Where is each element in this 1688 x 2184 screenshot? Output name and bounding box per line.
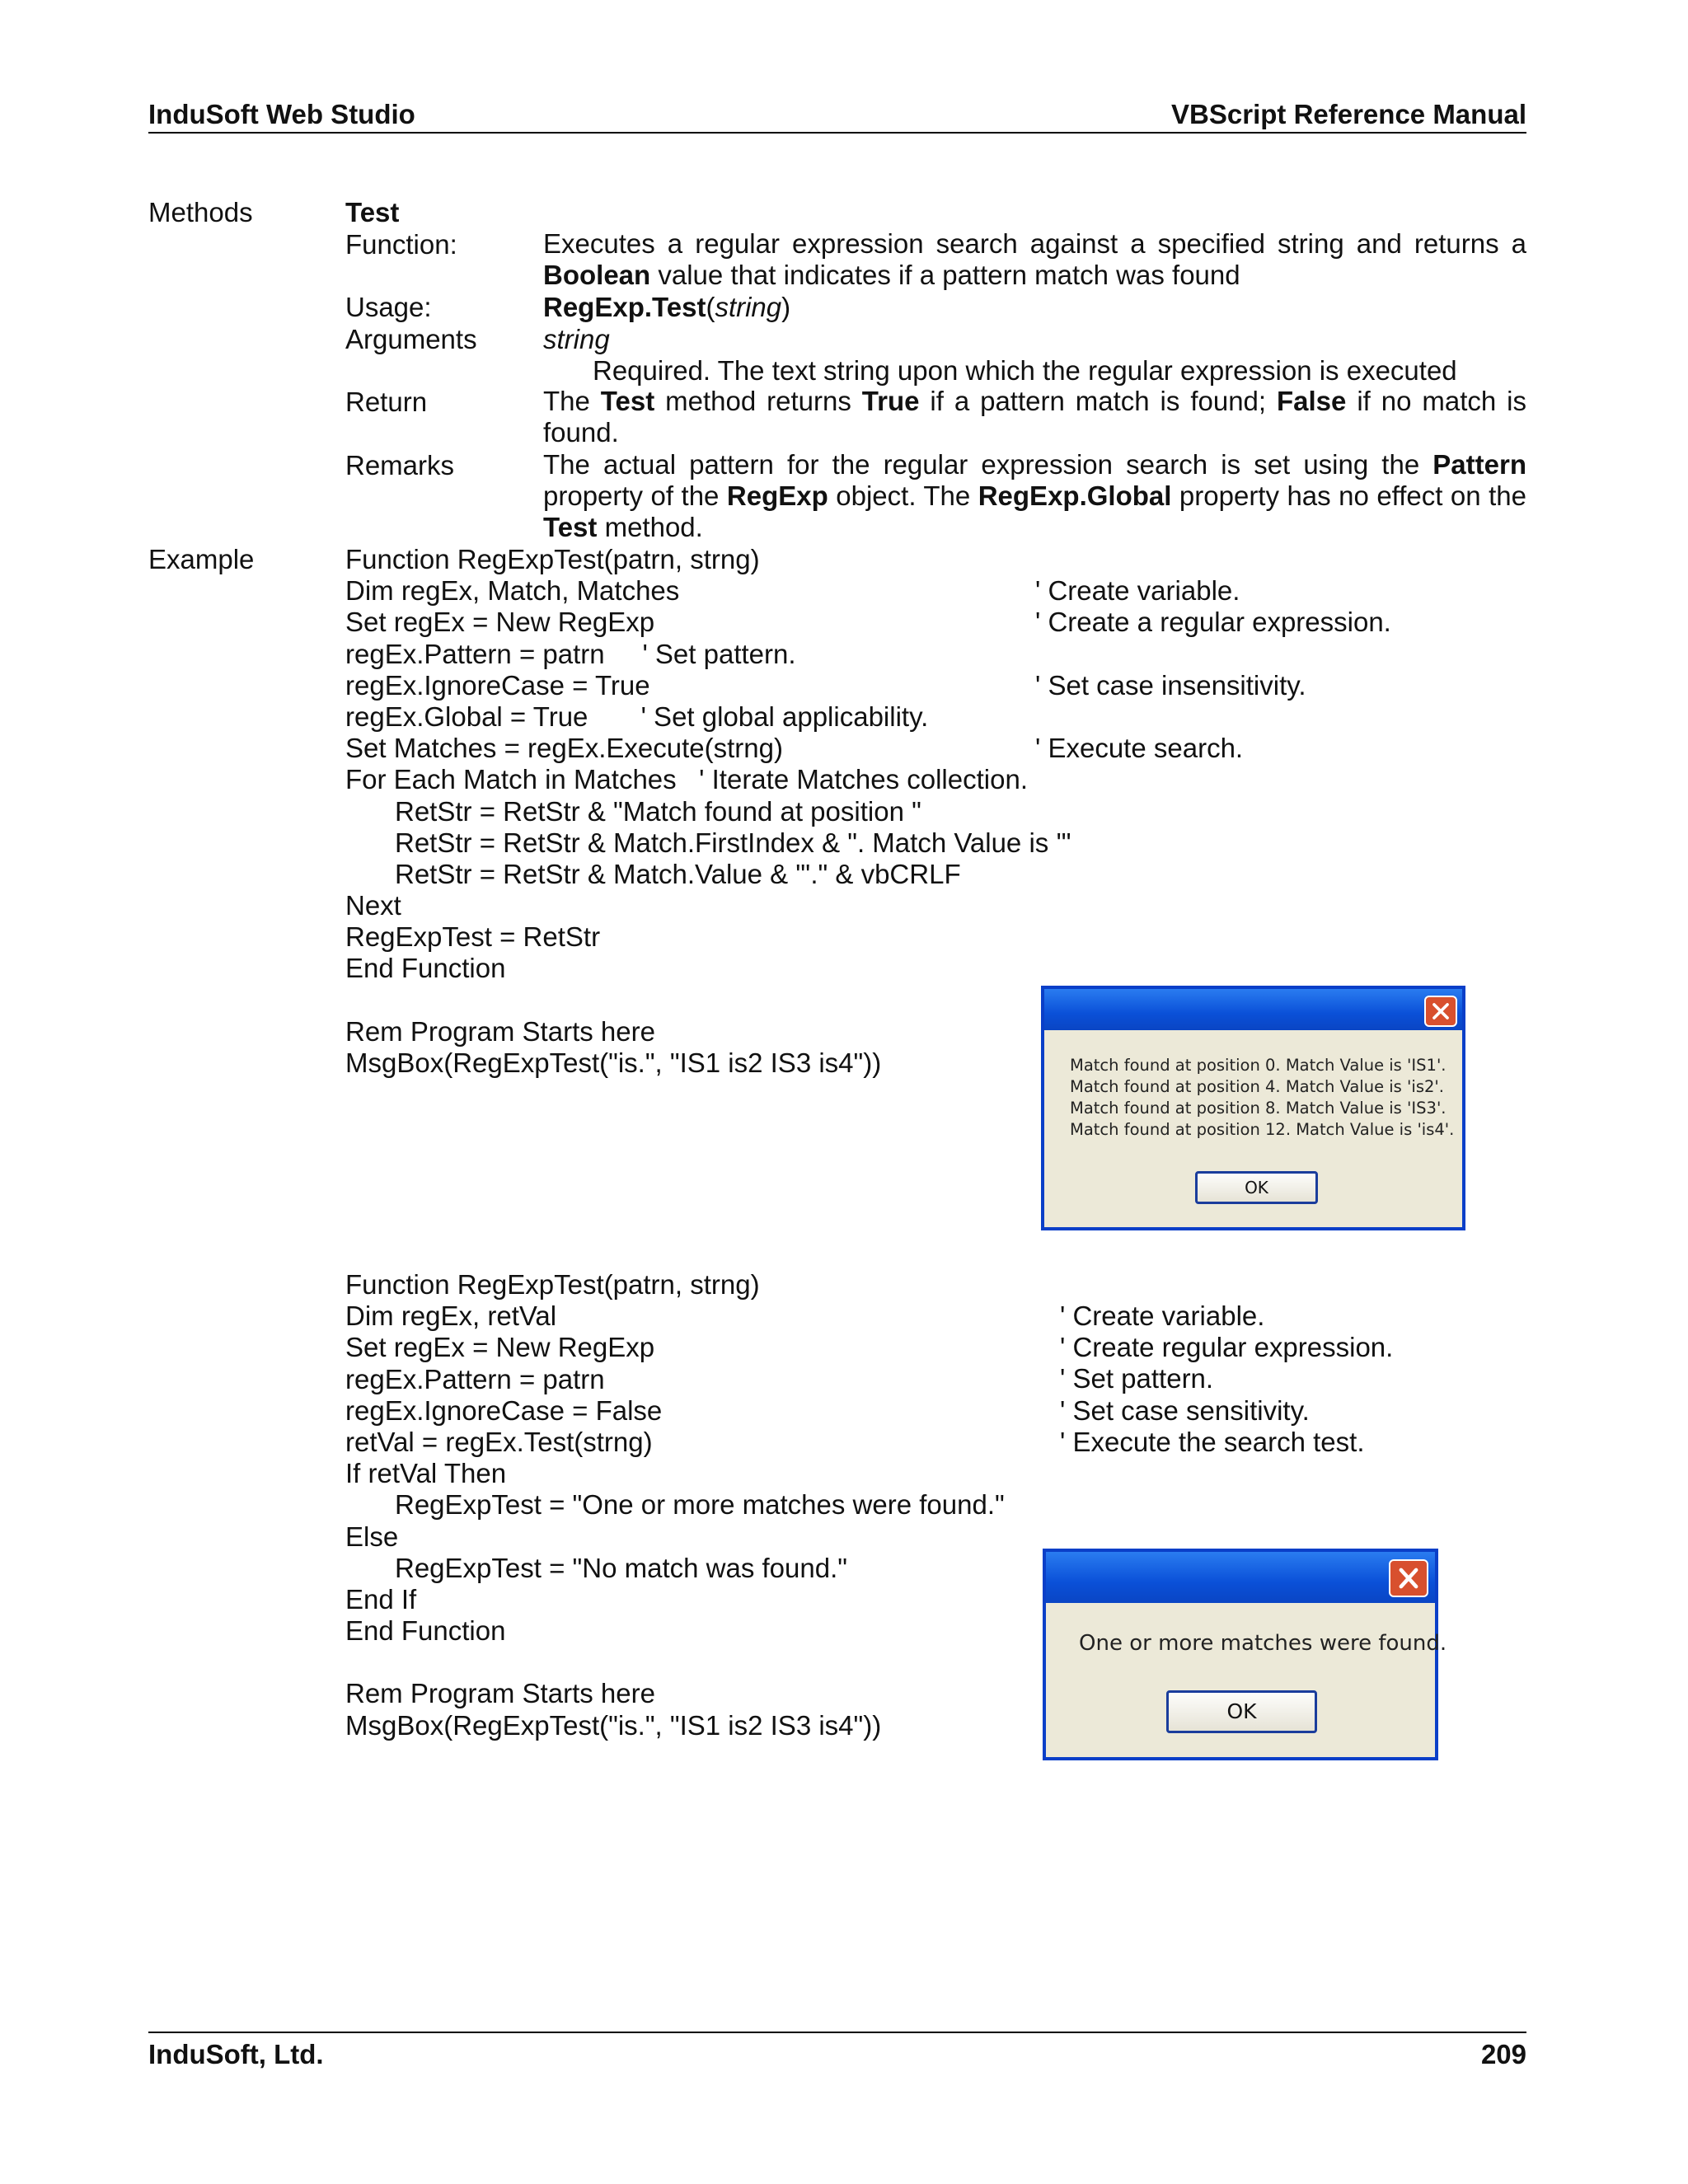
dialog-message-line: Match found at position 0. Match Value is 'IS1'.: [1070, 1056, 1447, 1075]
example2-code: [345, 1269, 1005, 1741]
code-comment: ' Create regular expression.: [1060, 1332, 1394, 1362]
function-label: Function:: [345, 229, 457, 260]
code-comment: ' Set case sensitivity.: [1060, 1395, 1310, 1426]
footer-company: InduSoft, Ltd.: [148, 2039, 324, 2069]
header-manual-title: VBScript Reference Manual: [1171, 99, 1526, 129]
dialog-message-line: Match found at position 8. Match Value is 'IS3'.: [1070, 1099, 1447, 1118]
dialog-title-bar: [1046, 1552, 1435, 1603]
code-line: RegExpTest = "One or more matches were found.": [395, 1489, 1005, 1521]
code-line: RetStr = RetStr & "Match found at position ": [395, 795, 921, 827]
code-line: regEx.IgnoreCase = False: [345, 1394, 663, 1426]
code-line: RetStr = RetStr & Match.Value & "'." & vbCRLF: [395, 858, 961, 889]
code-line: Set Matches = regEx.Execute(strng): [345, 733, 783, 764]
dialog-title-bar: [1044, 989, 1462, 1030]
header-rule: [148, 132, 1526, 134]
method-name: Test: [345, 197, 400, 227]
code-line: Set regEx = New RegExp: [345, 1332, 655, 1363]
header-title: InduSoft Web Studio: [148, 99, 415, 129]
code-line: Next: [345, 890, 401, 921]
code-line: Set regEx = New RegExp: [345, 607, 655, 638]
code-comment: ' Set case insensitivity.: [1035, 670, 1306, 701]
code-line: MsgBox(RegExpTest("is.", "IS1 is2 IS3 is4")): [345, 1709, 882, 1741]
code-line: [345, 1647, 1005, 1678]
code-comment: ' Execute search.: [1035, 733, 1244, 763]
code-line: regEx.Global = True ' Set global applicability.: [345, 701, 929, 732]
code-line: End Function: [345, 953, 506, 984]
arguments-label: Arguments: [345, 324, 477, 354]
footer-rule: [148, 2032, 1526, 2033]
code-line: For Each Match in Matches ' Iterate Matches collection.: [345, 764, 1028, 795]
code-line: Rem Program Starts here: [345, 1015, 655, 1047]
code-line: End If: [345, 1583, 417, 1615]
code-line: Dim regEx, Match, Matches: [345, 575, 680, 607]
example-label: Example: [148, 544, 255, 574]
code-line: regEx.Pattern = patrn: [345, 1363, 605, 1394]
usage-label: Usage:: [345, 292, 432, 322]
function-description: Executes a regular expression search against a specified string and returns a Boolean value that indicates if a pattern match was found: [543, 228, 1526, 290]
code-line: Function RegExpTest(patrn, strng): [345, 544, 760, 574]
example1-code: [345, 544, 1071, 1079]
message-box-matches: [1041, 986, 1465, 1230]
code-line: [345, 985, 1071, 1016]
dialog-message: [1070, 1055, 1454, 1141]
code-line: RegExpTest = "No match was found.": [395, 1552, 847, 1583]
close-icon[interactable]: [1389, 1559, 1428, 1597]
code-comment: ' Create variable.: [1060, 1301, 1265, 1331]
code-line: regEx.IgnoreCase = True: [345, 669, 650, 701]
page-number: 209: [1480, 2039, 1526, 2069]
return-label: Return: [345, 387, 428, 417]
code-line: retVal = regEx.Test(strng): [345, 1426, 653, 1457]
usage-syntax: RegExp.Test(string): [543, 292, 791, 322]
methods-label: Methods: [148, 197, 253, 227]
code-line: Dim regEx, retVal: [345, 1301, 557, 1332]
code-line: End Function: [345, 1615, 506, 1647]
argument-name: string: [543, 324, 610, 354]
remarks-description: The actual pattern for the regular expression search is set using the Pattern property of the RegExp object. The RegExp.Global property has no effect on the Test method.: [543, 449, 1526, 542]
code-line: Rem Program Starts here: [345, 1678, 655, 1709]
dialog-message: One or more matches were found.: [1079, 1631, 1447, 1656]
code-line: regEx.Pattern = patrn ' Set pattern.: [345, 638, 796, 669]
close-icon[interactable]: [1424, 996, 1457, 1027]
code-line: If retVal Then: [345, 1458, 507, 1489]
code-comment: ' Create variable.: [1035, 575, 1240, 606]
dialog-message-line: Match found at position 4. Match Value is 'is2'.: [1070, 1077, 1444, 1096]
code-line: Else: [345, 1521, 399, 1552]
dialog-message-line: Match found at position 12. Match Value is 'is4'.: [1070, 1120, 1455, 1139]
return-description: The Test method returns True if a pattern match is found; False if no match is found.: [543, 386, 1526, 448]
code-line: RetStr = RetStr & Match.FirstIndex & ". Match Value is '": [395, 827, 1071, 858]
ok-button[interactable]: OK: [1166, 1690, 1317, 1733]
code-line: RegExpTest = RetStr: [345, 921, 601, 953]
code-comment: ' Set pattern.: [1060, 1363, 1214, 1394]
message-box-result: [1043, 1549, 1447, 1760]
code-comment: ' Execute the search test.: [1060, 1427, 1365, 1457]
code-line: Function RegExpTest(patrn, strng): [345, 1269, 760, 1300]
code-comment: ' Create a regular expression.: [1035, 607, 1391, 637]
ok-button[interactable]: OK: [1195, 1171, 1318, 1204]
code-line: MsgBox(RegExpTest("is.", "IS1 is2 IS3 is4")): [345, 1047, 882, 1078]
remarks-label: Remarks: [345, 450, 455, 480]
argument-description: Required. The text string upon which the regular expression is executed: [593, 355, 1457, 386]
